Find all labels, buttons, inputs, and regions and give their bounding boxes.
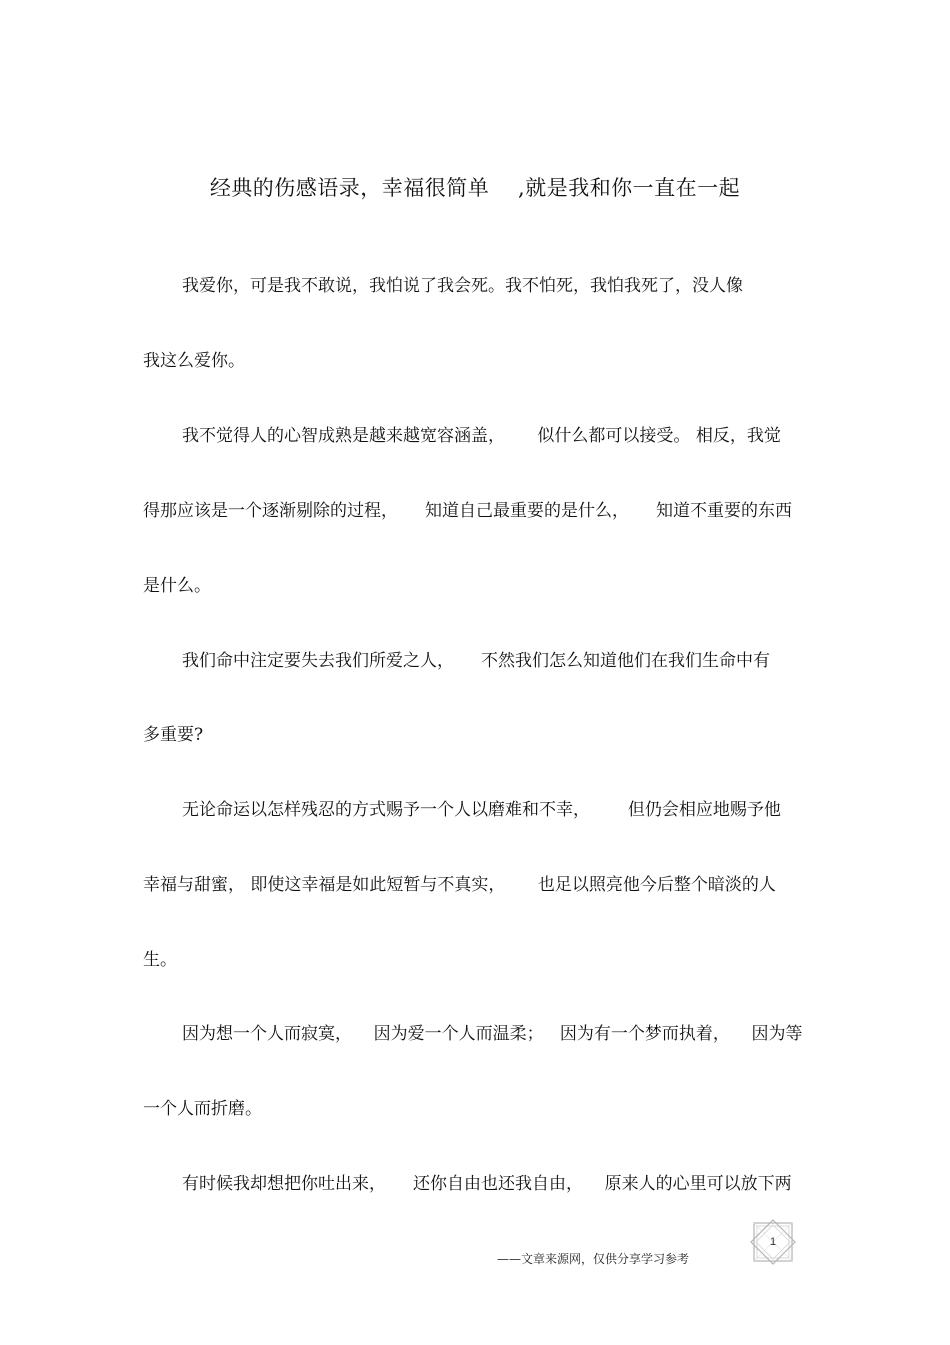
paragraph-line: 无论命运以怎样残忍的方式赐予一个人以磨难和不幸， 但仍会相应地赐予他 [182,800,781,820]
paragraph-line: 多重要? [143,725,204,745]
paragraph-line: 生。 [143,950,177,970]
page-number: 1 [769,1236,777,1248]
paragraph-line: 我这么爱你。 [143,351,245,371]
paragraph-line: 幸福与甜蜜， 即使这幸福是如此短暂与不真实， 也足以照亮他今后整个暗淡的人 [143,875,776,895]
paragraph-line: 我爱你，可是我不敢说，我怕说了我会死。我不怕死，我怕我死了，没人像 [182,276,743,296]
paragraph-line: 得那应该是一个逐渐剔除的过程， 知道自己最重要的是什么， 知道不重要的东西 [143,501,793,521]
paragraph-line: 是什么。 [143,576,211,596]
paragraph-line: 因为想一个人而寂寞， 因为爱一个人而温柔； 因为有一个梦而执着， 因为等 [182,1024,803,1044]
paragraph-line: 我们命中注定要失去我们所爱之人， 不然我们怎么知道他们在我们生命中有 [182,651,771,671]
footer-source-note: ——文章来源网，仅供分享学习参考 [497,1252,690,1266]
paragraph-line: 我不觉得人的心智成熟是越来越宽容涵盖， 似什么都可以接受。 相反，我觉 [182,426,781,446]
paragraph-line: 一个人而折磨。 [143,1099,262,1119]
paragraph-line: 有时候我却想把你吐出来， 还你自由也还我自由， 原来人的心里可以放下两 [182,1174,792,1194]
page-number-badge [750,1219,796,1265]
document-title: 经典的伤感语录，幸福很简单 ,就是我和你一直在一起 [209,176,741,200]
